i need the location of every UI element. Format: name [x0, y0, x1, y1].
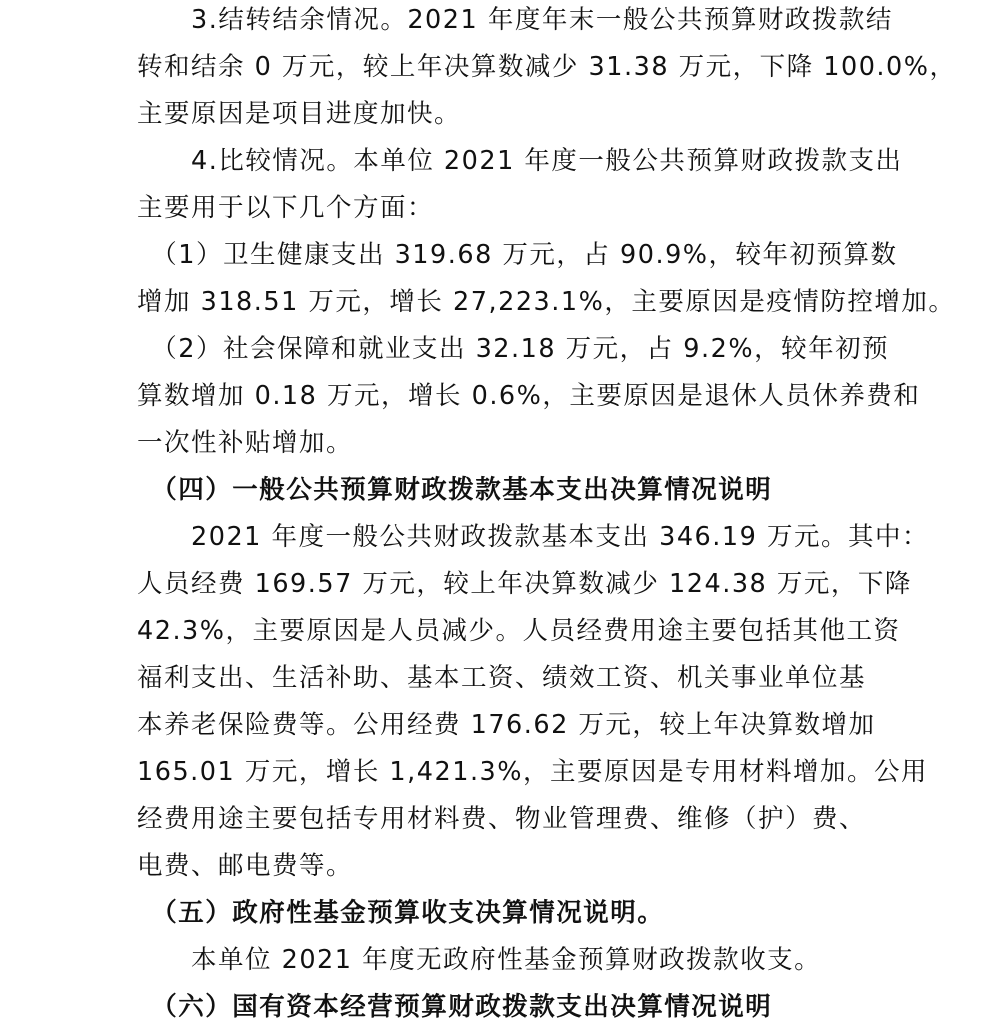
paragraph-line: 福利支出、生活补助、基本工资、绩效工资、机关事业单位基	[137, 663, 867, 693]
paragraph-line: 主要原因是项目进度加快。	[137, 99, 462, 129]
paragraph-line: 增加 318.51 万元，增长 27,223.1%，主要原因是疫情防控增加。	[137, 287, 956, 317]
paragraph-line: 算数增加 0.18 万元，增长 0.6%，主要原因是退休人员休养费和	[137, 381, 921, 411]
paragraph-line: 4.比较情况。本单位 2021 年度一般公共预算财政拨款支出	[137, 146, 903, 176]
paragraph-line: 本单位 2021 年度无政府性基金预算财政拨款收支。	[137, 945, 822, 975]
paragraph-line: 转和结余 0 万元，较上年决算数减少 31.38 万元，下降 100.0%，	[137, 52, 957, 82]
paragraph-line: （2）社会保障和就业支出 32.18 万元，占 9.2%，较年初预	[137, 334, 890, 364]
paragraph-line: 人员经费 169.57 万元，较上年决算数减少 124.38 万元，下降	[137, 569, 912, 599]
section-heading: （四）一般公共预算财政拨款基本支出决算情况说明	[137, 475, 773, 505]
paragraph-line: 电费、邮电费等。	[137, 851, 354, 881]
paragraph-line: 经费用途主要包括专用材料费、物业管理费、维修（护）费、	[137, 804, 867, 834]
paragraph-line: 165.01 万元，增长 1,421.3%，主要原因是专用材料增加。公用	[137, 757, 928, 787]
paragraph-line: 2021 年度一般公共财政拨款基本支出 346.19 万元。其中：	[137, 522, 929, 552]
paragraph-line: 本养老保险费等。公用经费 176.62 万元，较上年决算数增加	[137, 710, 876, 740]
paragraph-line: 3.结转结余情况。2021 年度年末一般公共预算财政拨款结	[137, 5, 893, 35]
section-heading: （六）国有资本经营预算财政拨款支出决算情况说明	[137, 992, 773, 1022]
paragraph-line: 42.3%，主要原因是人员减少。人员经费用途主要包括其他工资	[137, 616, 901, 646]
paragraph-line: （1）卫生健康支出 319.68 万元，占 90.9%，较年初预算数	[137, 240, 898, 270]
section-heading: （五）政府性基金预算收支决算情况说明。	[137, 898, 665, 928]
paragraph-line: 一次性补贴增加。	[137, 428, 354, 458]
paragraph-line: 主要用于以下几个方面：	[137, 193, 435, 223]
